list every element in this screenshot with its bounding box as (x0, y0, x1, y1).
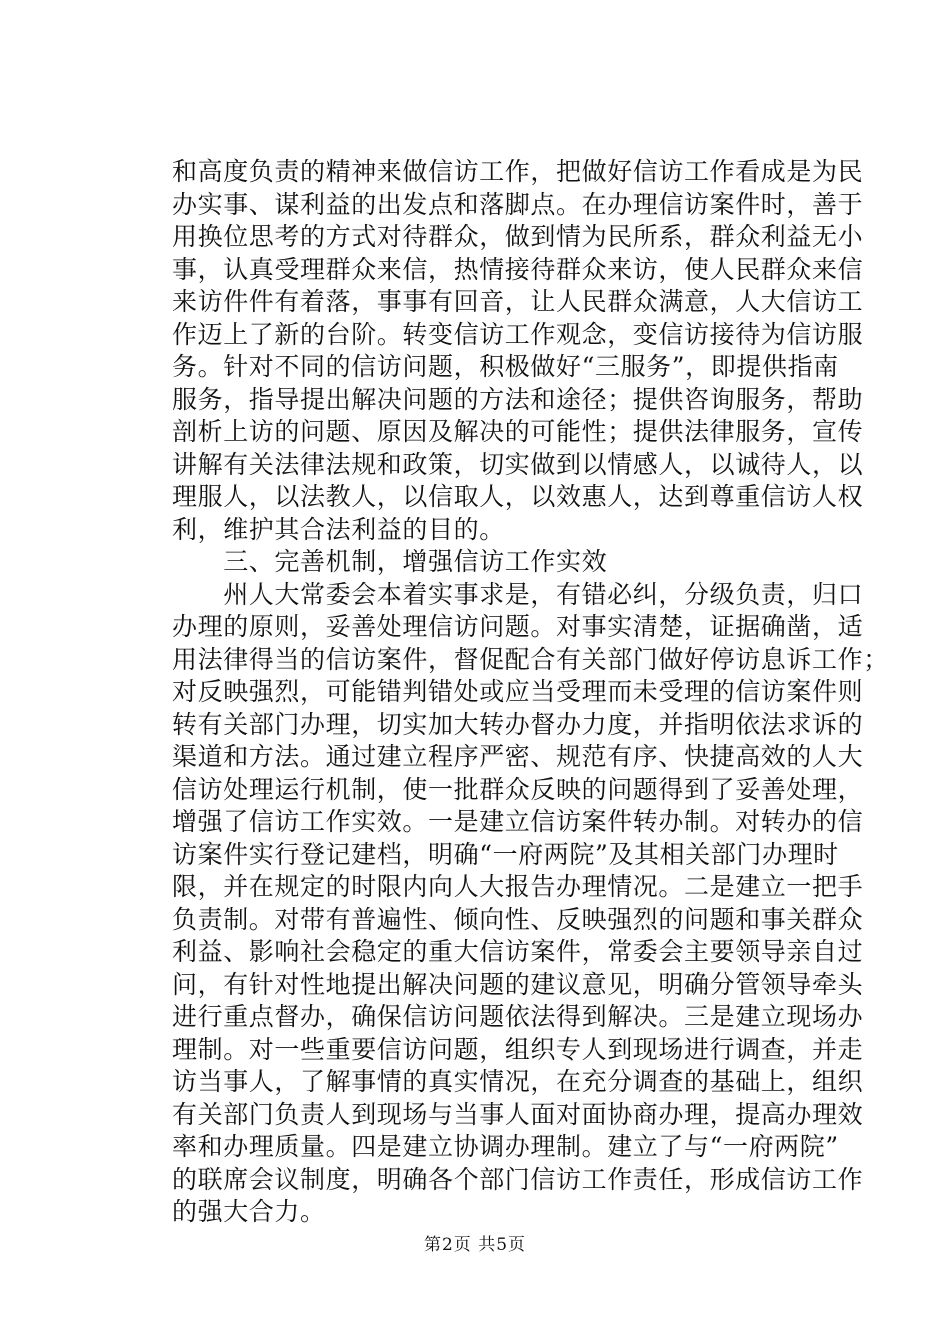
text-line: 服务，指导提出解决问题的方法和途径；提供咨询服务，帮助 (172, 384, 864, 414)
text-line: 信访处理运行机制，使一批群众反映的问题得到了妥善处理， (172, 774, 864, 804)
body-text (172, 156, 889, 1229)
text-line: 办实事、谋利益的出发点和落脚点。在办理信访案件时，善于 (172, 189, 864, 219)
page-footer: 第2页 共5页 (423, 1235, 527, 1255)
text-line: 作迈上了新的台阶。转变信访工作观念，变信访接待为信访服 (172, 319, 864, 349)
text-line: 率和办理质量。四是建立协调办理制。建立了与“一府两院” (172, 1132, 839, 1161)
text-line: 剖析上访的问题、原因及解决的可能性；提供法律服务，宣传 (172, 417, 864, 446)
text-line: 用换位思考的方式对待群众，做到情为民所系，群众利益无小 (172, 222, 864, 251)
text-line: 增强了信访工作实效。一是建立信访案件转办制。对转办的信 (172, 807, 864, 836)
text-line: 事，认真受理群众来信，热情接待群众来访，使人民群众来信 (172, 254, 864, 284)
text-line: 的强大合力。 (172, 1197, 326, 1226)
text-line: 用法律得当的信访案件，督促配合有关部门做好停访息诉工作； (172, 644, 889, 674)
text-line: 讲解有关法律法规和政策，切实做到以情感人，以诚待人，以 (172, 449, 864, 479)
text-line: 和高度负责的精神来做信访工作，把做好信访工作看成是为民 (172, 157, 864, 186)
text-line: 访案件实行登记建档，明确“一府两院”及其相关部门办理时 (172, 839, 839, 869)
text-line: 访当事人，了解事情的真实情况，在充分调查的基础上，组织 (172, 1067, 864, 1096)
text-line: 理服人，以法教人，以信取人，以效惠人，达到尊重信访人权 (172, 482, 864, 511)
text-line: 三、完善机制，增强信访工作实效 (172, 547, 608, 576)
text-line: 的联席会议制度，明确各个部门信访工作责任，形成信访工作 (172, 1164, 864, 1194)
text-line: 限，并在规定的时限内向人大报告办理情况。二是建立一把手 (172, 872, 864, 901)
text-line: 问，有针对性地提出解决问题的建议意见，明确分管领导牵头 (172, 969, 864, 999)
text-line: 渠道和方法。通过建立程序严密、规范有序、快捷高效的人大 (172, 742, 864, 771)
text-line: 转有关部门办理，切实加大转办督办力度，并指明依法求诉的 (172, 709, 864, 739)
text-line: 利益、影响社会稳定的重大信访案件，常委会主要领导亲自过 (172, 937, 864, 966)
text-line: 州人大常委会本着实事求是，有错必纠，分级负责，归口 (172, 579, 864, 609)
text-line: 对反映强烈，可能错判错处或应当受理而未受理的信访案件则 (172, 677, 864, 706)
text-line: 办理的原则，妥善处理信访问题。对事实清楚，证据确凿，适 (172, 612, 864, 641)
text-line: 负责制。对带有普遍性、倾向性、反映强烈的问题和事关群众 (172, 904, 864, 934)
text-line: 进行重点督办，确保信访问题依法得到解决。三是建立现场办 (172, 1002, 864, 1031)
text-line: 理制。对一些重要信访问题，组织专人到现场进行调查，并走 (172, 1034, 864, 1064)
text-line: 有关部门负责人到现场与当事人面对面协商办理，提高办理效 (172, 1099, 864, 1129)
text-line: 利，维护其合法利益的目的。 (172, 514, 505, 544)
text-line: 来访件件有着落，事事有回音，让人民群众满意，人大信访工 (172, 287, 864, 316)
text-line: 务。针对不同的信访问题，积极做好“三服务”，即提供指南 (172, 352, 839, 381)
